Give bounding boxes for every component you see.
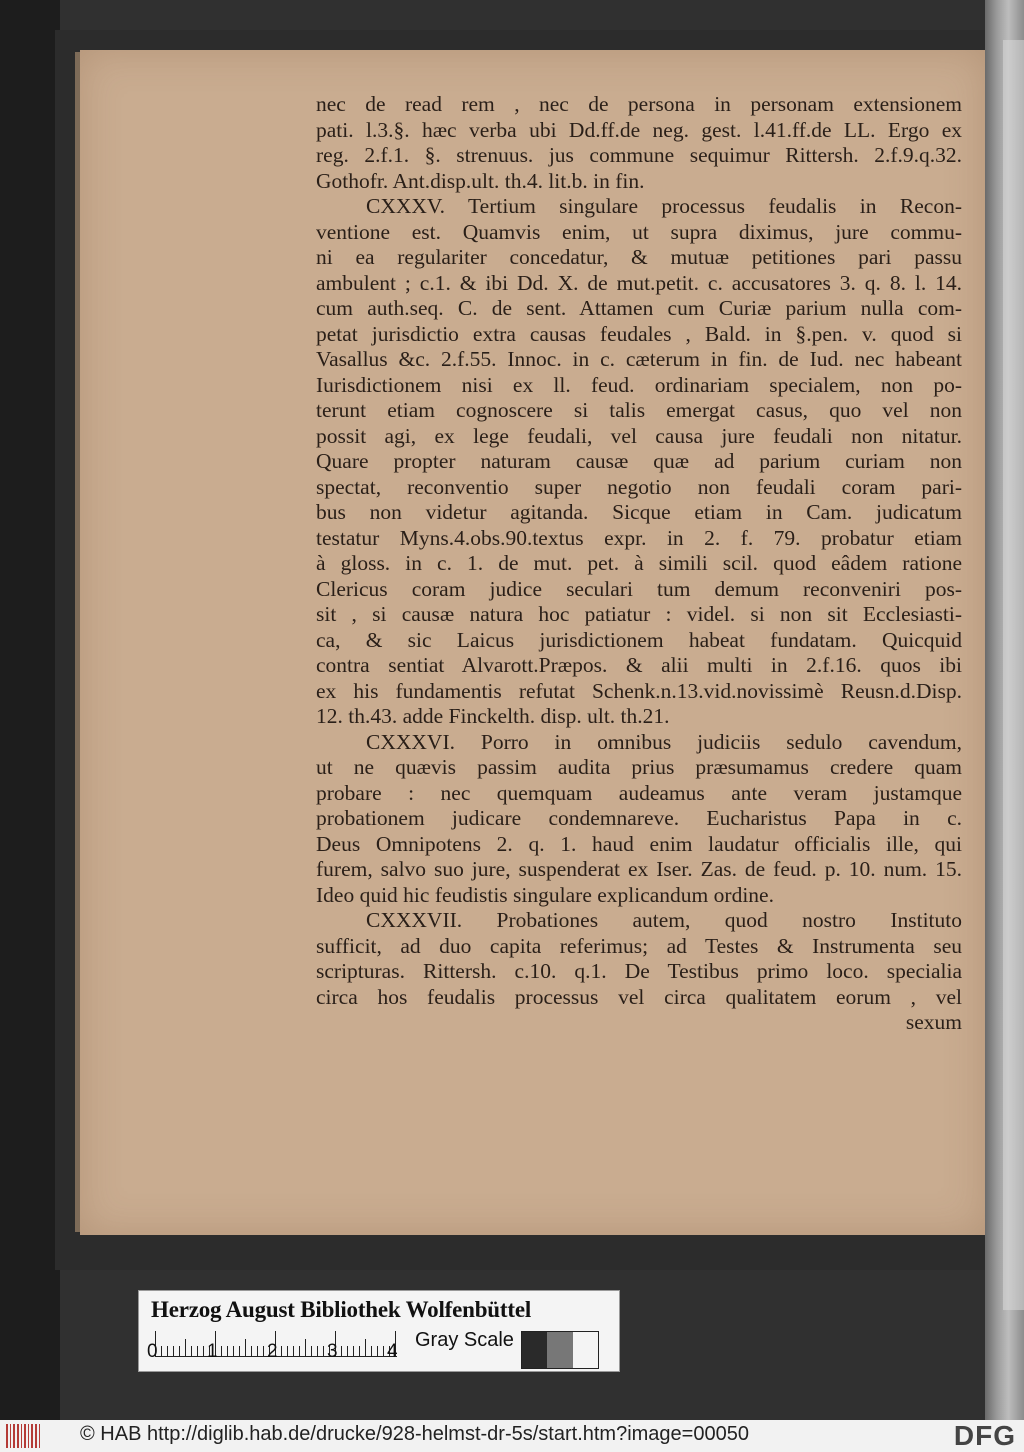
text-line: Deus Omnipotens 2. q. 1. haud enim laudatur officialis ille, qui xyxy=(316,831,962,856)
ruler-tick xyxy=(185,1339,186,1357)
hab-logo-icon xyxy=(6,1424,46,1448)
gray-swatch xyxy=(547,1332,572,1368)
ruler-tick xyxy=(263,1346,264,1357)
text-line: CXXXVI. Porro in omnibus judiciis sedulo cavendum, xyxy=(366,729,962,754)
text-line: possit agi, ex lege feudali, vel causa jure feudali non nitatur. xyxy=(316,423,962,448)
text-line: Iurisdictionem nisi ex ll. feud. ordinariam specialem, non po- xyxy=(316,372,962,397)
spine-highlight xyxy=(1003,40,1024,1310)
gray-scale-label: Gray Scale xyxy=(415,1329,514,1351)
gray-swatch xyxy=(522,1332,547,1368)
text-line: pati. l.3.§. hæc verba ubi Dd.ff.de neg. gest. l.41.ff.de LL. Ergo ex xyxy=(316,117,962,142)
ruler-tick xyxy=(299,1346,300,1357)
ruler-tick xyxy=(347,1346,348,1357)
text-line: ca, & sic Laicus jurisdictionem habeat fundatam. Quicquid xyxy=(316,627,962,652)
text-line: testatur Myns.4.obs.90.textus expr. in 2. f. 79. probatur etiam xyxy=(316,525,962,550)
ruler-tick xyxy=(383,1346,384,1357)
text-line: bus non videtur agitanda. Sicque etiam in Cam. judicatum xyxy=(316,500,962,524)
text-line: scripturas. Rittersh. c.10. q.1. De Testibus primo loco. specialia xyxy=(316,959,962,983)
text-line: reg. 2.f.1. §. strenuus. jus commune sequimur Rittersh. 2.f.9.q.32. xyxy=(316,143,962,167)
text-line: sexum xyxy=(905,1010,962,1034)
text-line: CXXXVII. Probationes autem, quod nostro Instituto xyxy=(366,908,962,932)
ruler-tick xyxy=(371,1346,372,1357)
copyright-link[interactable]: © HAB http://diglib.hab.de/drucke/928-helmst-dr-5s/start.htm?image=00050 xyxy=(80,1423,749,1445)
ruler-number: 3 xyxy=(327,1341,338,1362)
text-line: ni ea regulariter concedatur, & mutuæ petitiones pari passu xyxy=(316,245,962,269)
ruler-tick xyxy=(221,1346,222,1357)
ruler-tick xyxy=(293,1346,294,1357)
text-line: nec de read rem , nec de persona in personam extensionem xyxy=(316,92,962,116)
text-line: spectat, reconventio super negotio non feudali coram pari- xyxy=(316,474,962,499)
ruler-tick xyxy=(305,1339,306,1357)
text-line: CXXXV. Tertium singulare processus feudalis in Recon- xyxy=(366,194,962,218)
ruler-number: 2 xyxy=(267,1341,278,1362)
gray-scale-swatches xyxy=(521,1331,599,1369)
ruler-tick xyxy=(203,1346,204,1357)
text-line: petat jurisdictio extra causas feudales , Bald. in §.pen. v. quod si xyxy=(316,321,962,346)
text-line: Ideo quid hic feudistis singulare explicandum ordine. xyxy=(316,882,774,907)
ruler-tick xyxy=(287,1346,288,1357)
text-line: ex his fundamentis refutat Schenk.n.13.vid.novissimè Reusn.d.Disp. xyxy=(316,678,962,703)
ruler-tick xyxy=(359,1346,360,1357)
library-label-card xyxy=(138,1290,620,1372)
ruler-tick xyxy=(173,1346,174,1357)
text-line: ut ne quævis passim audita prius præsumamus credere quam xyxy=(316,755,962,779)
viewer-footer xyxy=(0,1420,1024,1452)
text-line: Quare propter naturam causæ quæ ad parium curiam non xyxy=(316,449,962,473)
text-line: ambulent ; c.1. & ibi Dd. X. de mut.petit. c. accusatores 3. q. 8. l. 14. xyxy=(316,270,962,295)
ruler-number: 0 xyxy=(147,1341,158,1362)
ruler-tick xyxy=(257,1346,258,1357)
ruler-number: 1 xyxy=(207,1341,218,1362)
dfg-logo: DFG xyxy=(953,1420,1016,1451)
page-text xyxy=(316,92,962,1036)
ruler-tick xyxy=(251,1346,252,1357)
text-line: terunt etiam cognoscere si talis emergat casus, quo vel non xyxy=(316,398,962,422)
text-line: ventione est. Quamvis enim, ut supra diximus, jure commu- xyxy=(316,219,962,244)
ruler-tick xyxy=(323,1346,324,1357)
text-line: circa hos feudalis processus vel circa qualitatem eorum , vel xyxy=(316,984,962,1009)
ruler-tick xyxy=(365,1339,366,1357)
text-line: Clericus coram judice seculari tum demum reconveniri pos- xyxy=(316,576,962,601)
text-line: cum auth.seq. C. de sent. Attamen cum Curiæ parium nulla com- xyxy=(316,296,962,320)
left-dark-margin xyxy=(0,0,60,1420)
ruler-tick xyxy=(245,1339,246,1357)
text-line: à gloss. in c. 1. de mut. pet. à simili scil. quod eâdem ratione xyxy=(316,551,962,575)
ruler-tick xyxy=(227,1346,228,1357)
ruler-tick xyxy=(239,1346,240,1357)
ruler-tick xyxy=(317,1346,318,1357)
text-line: Gothofr. Ant.disp.ult. th.4. lit.b. in fin. xyxy=(316,168,645,193)
ruler-tick xyxy=(167,1346,168,1357)
gray-swatch xyxy=(573,1332,598,1368)
ruler-tick xyxy=(191,1346,192,1357)
text-line: sufficit, ad duo capita referimus; ad Testes & Instrumenta seu xyxy=(316,933,962,958)
text-line: probare : nec quemquam audeamus ante veram justamque xyxy=(316,780,962,805)
ruler-tick xyxy=(377,1346,378,1357)
ruler-number: 4 xyxy=(387,1341,398,1362)
ruler-tick xyxy=(233,1346,234,1357)
ruler-tick xyxy=(197,1346,198,1357)
text-line: sit , si causæ natura hoc patiatur : videl. si non sit Ecclesiasti- xyxy=(316,602,962,626)
text-line: Vasallus &c. 2.f.55. Innoc. in c. cæterum in fin. de Iud. nec habeant xyxy=(316,347,962,371)
ruler-tick xyxy=(179,1346,180,1357)
text-line: probationem judicare condemnareve. Eucharistus Papa in c. xyxy=(316,806,962,830)
ruler-tick xyxy=(353,1346,354,1357)
text-line: furem, salvo suo jure, suspenderat ex Iser. Zas. de feud. p. 10. num. 15. xyxy=(316,857,962,881)
text-line: contra sentiat Alvarott.Præpos. & alii multi in 2.f.16. quos ibi xyxy=(316,653,962,677)
ruler-tick xyxy=(161,1346,162,1357)
ruler-tick xyxy=(341,1346,342,1357)
library-name: Herzog August Bibliothek Wolfenbüttel xyxy=(151,1297,532,1322)
text-line: 12. th.43. adde Finckelth. disp. ult. th.21. xyxy=(316,704,670,728)
ruler-tick xyxy=(281,1346,282,1357)
ruler-tick xyxy=(311,1346,312,1357)
